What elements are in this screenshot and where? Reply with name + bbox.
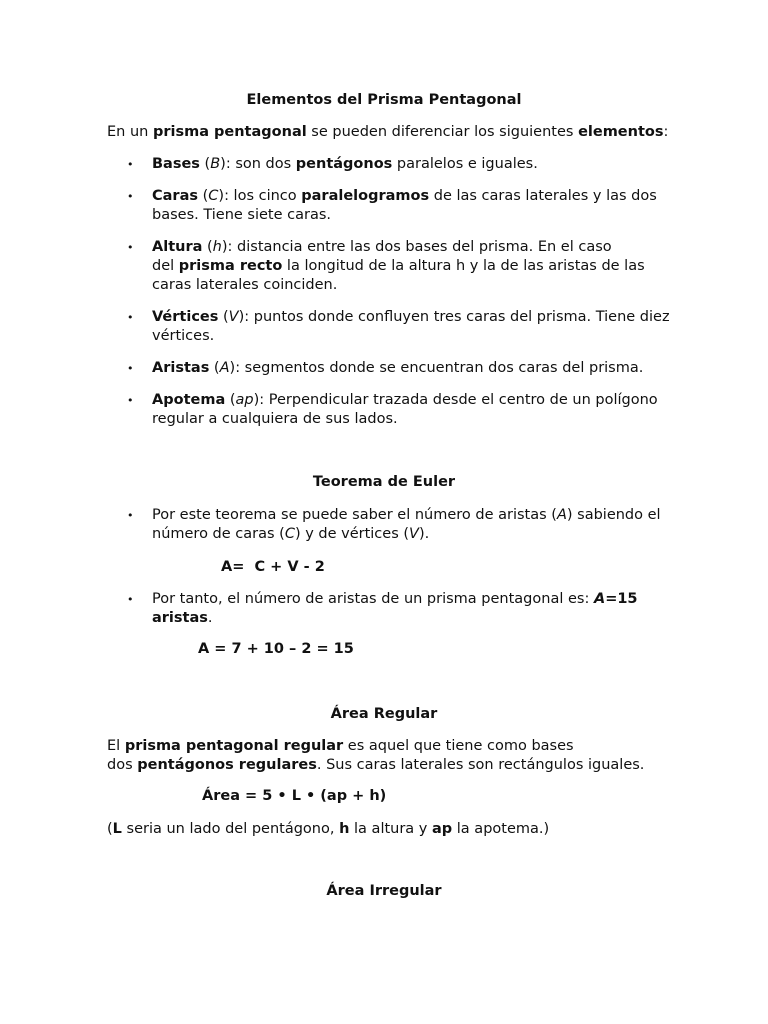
intro-text: : — [663, 124, 669, 140]
text: número de caras ( — [152, 526, 285, 542]
symbol: ap — [235, 392, 254, 408]
bullet-icon — [127, 590, 135, 609]
bullet-icon — [127, 187, 135, 206]
text: la apotema.) — [452, 821, 550, 837]
intro-text: En un — [107, 124, 153, 140]
line — [107, 756, 707, 775]
bold-value: aristas — [152, 610, 208, 626]
text: del — [152, 258, 179, 274]
term: Aristas — [152, 360, 210, 376]
symbol: V — [228, 309, 239, 325]
bullet-icon — [127, 506, 135, 525]
symbol: C — [208, 188, 219, 204]
symbol: A — [219, 360, 230, 376]
bullet-icon — [127, 155, 135, 174]
bold-symbol: h — [339, 821, 350, 837]
bold-symbol: L — [112, 821, 122, 837]
list-item-bases — [152, 155, 672, 174]
bold-symbol: ap — [432, 821, 453, 837]
text: ( — [209, 360, 220, 376]
term: Caras — [152, 188, 198, 204]
term: Vértices — [152, 309, 219, 325]
area-formula: Área = 5 • L • (ap + h) — [202, 788, 387, 804]
bold-term: prisma recto — [178, 258, 283, 274]
text: ( — [218, 309, 229, 325]
section-title-area-irregular: Área Irregular — [326, 883, 442, 899]
line — [152, 525, 672, 544]
text: vértices. — [152, 328, 215, 344]
text: . Sus caras laterales son rectángulos iguales. — [316, 757, 645, 773]
text: ( — [107, 821, 113, 837]
term: Apotema — [152, 392, 226, 408]
symbol: A — [556, 507, 567, 523]
intro-bold: prisma pentagonal — [152, 124, 307, 140]
euler-bullet-1 — [152, 506, 672, 544]
symbol: C — [284, 526, 295, 542]
text: ): segmentos donde se encuentran dos caras del prisma. — [229, 360, 644, 376]
list-item-aristas — [152, 359, 672, 378]
page-title: Elementos del Prisma Pentagonal — [246, 92, 522, 108]
symbol: B — [210, 156, 221, 172]
text: caras laterales coinciden. — [152, 277, 338, 293]
text: ). — [418, 526, 430, 542]
list-item-vertices — [152, 308, 672, 346]
text: dos — [107, 757, 138, 773]
text: paralelos e iguales. — [392, 156, 538, 172]
term: Altura — [152, 239, 203, 255]
list-item-caras — [152, 187, 672, 225]
regular-note — [107, 820, 707, 839]
text: Por este teorema se puede saber el número de aristas ( — [152, 507, 557, 523]
list-item-apotema — [152, 391, 672, 429]
intro-paragraph — [107, 123, 707, 142]
line — [152, 609, 672, 628]
text: ): son dos — [220, 156, 296, 172]
intro-bold: elementos — [578, 124, 664, 140]
text: ): distancia entre las dos bases del prisma. En el caso — [221, 239, 612, 255]
symbol: V — [409, 526, 419, 542]
text: . — [207, 610, 213, 626]
bullet-icon — [127, 391, 135, 410]
bold-italic-symbol: A — [593, 591, 606, 607]
section-title-area-regular: Área Regular — [330, 706, 438, 722]
text: ( — [202, 239, 213, 255]
bold-term: pentágonos — [295, 156, 393, 172]
text: El — [107, 738, 125, 754]
regular-paragraph — [107, 737, 707, 775]
bullet-icon — [127, 308, 135, 327]
bold-term: paralelogramos — [301, 188, 430, 204]
text: ( — [198, 188, 209, 204]
section-title-euler: Teorema de Euler — [312, 474, 456, 490]
euler-result: A = 7 + 10 – 2 = 15 — [198, 641, 354, 657]
text: ): puntos donde confluyen tres caras del prisma. Tiene diez — [238, 309, 670, 325]
bullet-icon — [127, 238, 135, 257]
symbol: h — [212, 239, 222, 255]
term: Bases — [152, 156, 200, 172]
text: regular a cualquiera de sus lados. — [152, 411, 398, 427]
text: ): los cinco — [218, 188, 302, 204]
text: bases. Tiene siete caras. — [152, 207, 332, 223]
text: la altura y — [349, 821, 432, 837]
line — [152, 257, 672, 276]
bullet-icon — [127, 359, 135, 378]
euler-formula: A= C + V - 2 — [221, 559, 325, 575]
text: es aquel que tiene como bases — [343, 738, 574, 754]
text: Por tanto, el número de aristas de un prisma pentagonal es: — [152, 591, 594, 607]
text: la longitud de la altura h y la de las aristas de las — [282, 258, 645, 274]
euler-bullet-2 — [152, 590, 672, 628]
bold-value: =15 — [605, 591, 638, 607]
text: ( — [199, 156, 211, 172]
text: ): Perpendicular trazada desde el centro de un polígono — [253, 392, 658, 408]
text: ( — [225, 392, 236, 408]
bold-term: pentágonos regulares — [137, 757, 317, 773]
list-item-altura — [152, 238, 672, 295]
text: ) y de vértices ( — [294, 526, 410, 542]
text: ) sabiendo el — [566, 507, 661, 523]
text: seria un lado del pentágono, — [121, 821, 340, 837]
text: de las caras laterales y las dos — [429, 188, 657, 204]
bold-term: prisma pentagonal regular — [124, 738, 344, 754]
intro-text: se pueden diferenciar los siguientes — [306, 124, 579, 140]
